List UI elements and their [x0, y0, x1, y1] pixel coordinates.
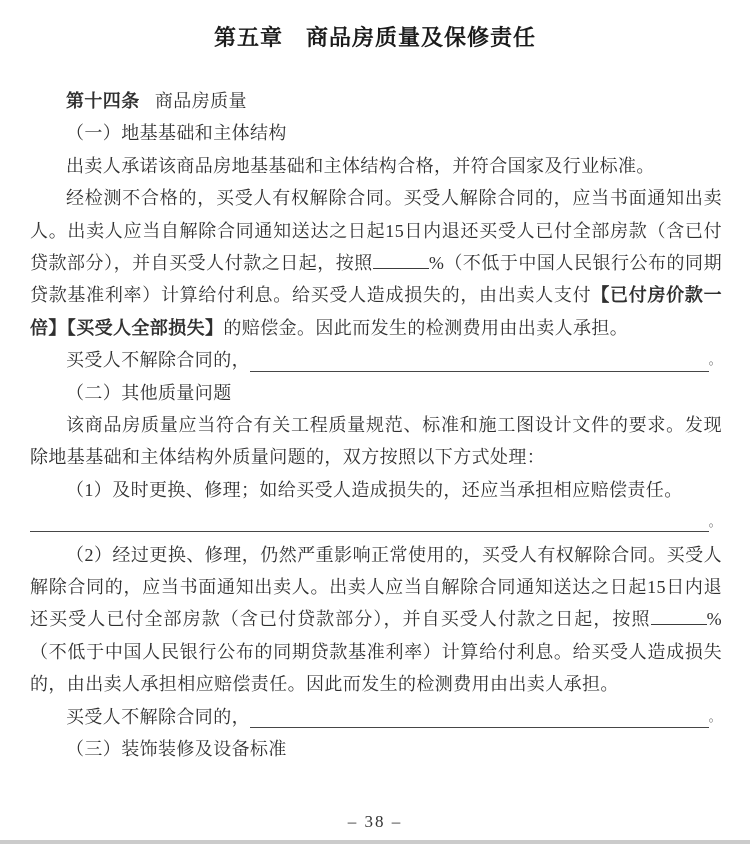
chapter-title: 第五章 商品房质量及保修责任 — [213, 25, 536, 50]
blank-answer-line — [30, 506, 722, 538]
paragraph-text: 的赔偿金。因此而发生的检测费用由出卖人承担。 — [223, 317, 629, 338]
paragraph-text: %（不低于中国人民银行公布的同期贷款基准利率）计算给付利息。给买受人造成损失的，由出卖人支付 — [30, 253, 722, 306]
page-number: – 38 – — [347, 812, 403, 831]
page-footer — [0, 812, 750, 832]
article-title: 商品房质量 — [154, 91, 247, 111]
paragraph-item-1: （1）及时更换、修理；如给买受人造成损失的，还应当承担相应赔偿责任。 — [66, 479, 683, 500]
interest-rate-blank — [373, 250, 429, 269]
page-bottom-edge — [0, 840, 750, 844]
fill-in-line — [30, 506, 709, 531]
paragraph-item-2 — [30, 539, 722, 701]
article-number: 第十四条 — [66, 91, 140, 111]
section-3-heading: （三）装饰装修及设备标准 — [66, 739, 287, 760]
sentence-period: 。 — [708, 352, 722, 368]
buyer-no-rescind-row-2 — [30, 701, 722, 733]
contract-page — [0, 24, 750, 831]
paragraph-inspection-failure — [30, 182, 722, 344]
article-line — [30, 85, 722, 117]
compensation-option-bold: 【已付房价款一倍】【买受人全部损失】 — [30, 285, 722, 338]
no-rescind-label: 买受人不解除合同的， — [66, 350, 250, 371]
paragraph-seller-commitment: 出卖人承诺该商品房地基基础和主体结构合格，并符合国家及行业标准。 — [66, 155, 655, 176]
contract-body — [0, 85, 750, 765]
buyer-no-rescind-row-1 — [30, 344, 722, 376]
no-rescind-label: 买受人不解除合同的， — [66, 706, 250, 727]
interest-rate-blank-2 — [651, 606, 707, 625]
section-2-heading: （二）其他质量问题 — [66, 382, 232, 403]
sentence-period: 。 — [708, 514, 722, 530]
fill-in-line — [250, 344, 709, 371]
paragraph-other-quality: 该商品房质量应当符合有关工程质量规范、标准和施工图设计文件的要求。发现除地基基础和主体结构外质量问题的，双方按照以下方式处理： — [30, 415, 722, 468]
section-1-heading: （一）地基基础和主体结构 — [66, 123, 287, 144]
paragraph-text: %（不低于中国人民银行公布的同期贷款基准利率）计算给付利息。给买受人造成损失的，由出卖人承担相应赔偿责任。因此而发生的检测费用由出卖人承担。 — [30, 609, 722, 695]
fill-in-line — [250, 701, 709, 728]
paragraph-text: 经检测不合格的，买受人有权解除合同。买受人解除合同的，应当书面通知出卖人。出卖人应当自解除合同通知送达之日起15日内退还买受人已付全部房款（含已付贷款部分），并自买受人付款之日起，按照 — [30, 188, 722, 274]
paragraph-text: （2）经过更换、修理，仍然严重影响正常使用的，买受人有权解除合同。买受人解除合同的，应当书面通知出卖人。出卖人应当自解除合同通知送达之日起15日内退还买受人已付全部房款（含已付贷款部分），并自买受人付款之日起，按照 — [30, 544, 722, 630]
sentence-period: 。 — [708, 708, 722, 724]
